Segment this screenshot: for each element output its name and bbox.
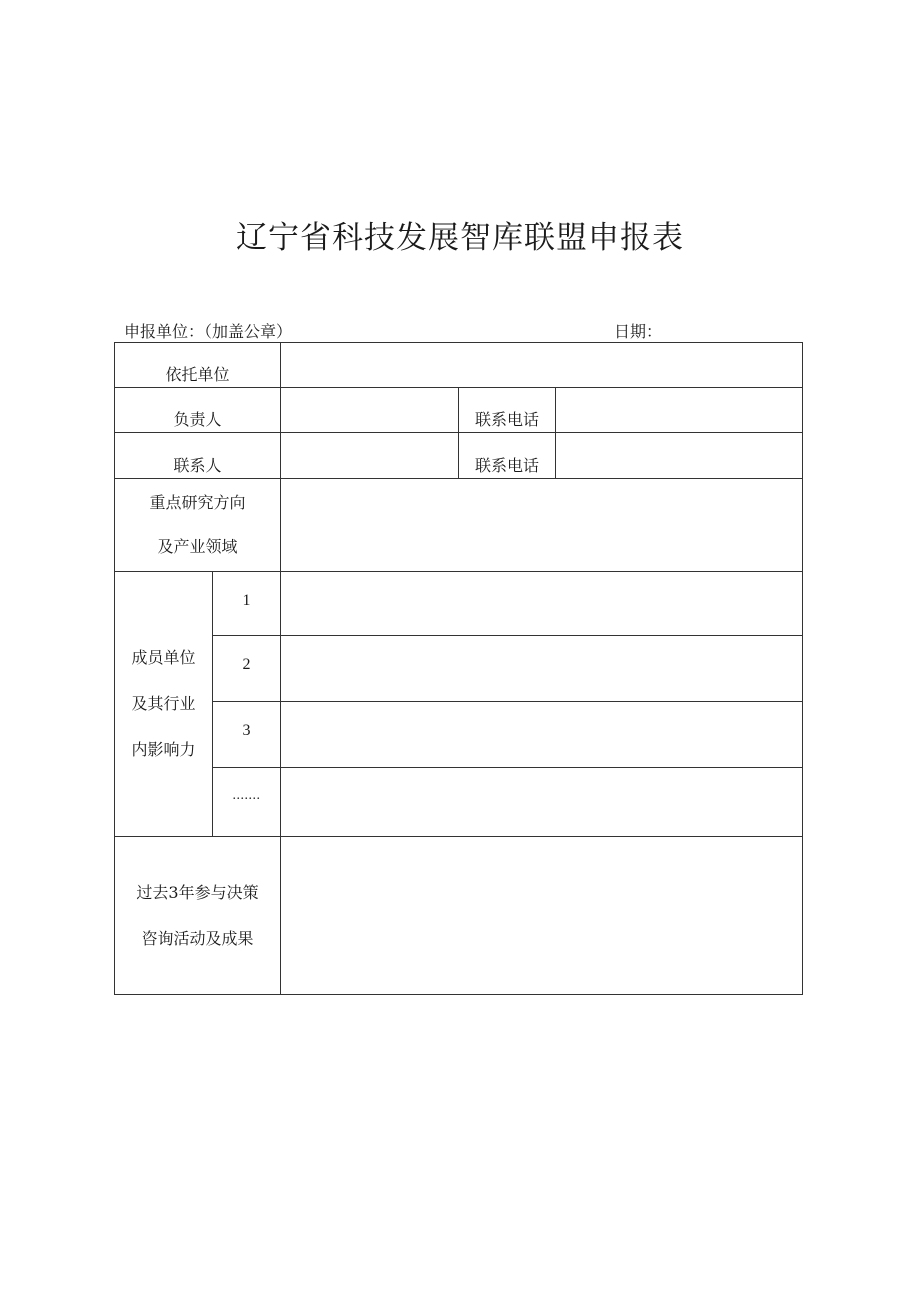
contact-phone-field[interactable]	[556, 433, 803, 479]
support-unit-field[interactable]	[281, 343, 803, 388]
research-focus-label: 重点研究方向 及产业领域	[115, 479, 281, 572]
applicant-unit-label: 申报单位：（加盖公章）	[124, 322, 293, 341]
member-more-ellipsis: .......	[213, 768, 281, 837]
past-activities-field[interactable]	[281, 837, 803, 995]
members-label: 成员单位 及其行业 内影响力	[115, 572, 213, 837]
member-field[interactable]	[281, 702, 803, 768]
leader-phone-label: 联系电话	[459, 388, 556, 433]
member-number: 2	[213, 636, 281, 702]
leader-field[interactable]	[281, 388, 459, 433]
row-member-more	[115, 768, 803, 837]
leader-phone-field[interactable]	[556, 388, 803, 433]
contact-phone-label: 联系电话	[459, 433, 556, 479]
research-focus-field[interactable]	[281, 479, 803, 572]
date-label: 日期：	[614, 322, 663, 341]
row-research-focus	[115, 479, 803, 572]
row-support-unit	[115, 343, 803, 388]
support-unit-label: 依托单位	[115, 343, 281, 388]
past-activities-label: 过去3年参与决策 咨询活动及成果	[115, 837, 281, 995]
member-field[interactable]	[281, 636, 803, 702]
row-leader	[115, 388, 803, 433]
contact-person-field[interactable]	[281, 433, 459, 479]
contact-person-label: 联系人	[115, 433, 281, 479]
row-past-activities	[115, 837, 803, 995]
member-field[interactable]	[281, 572, 803, 636]
row-member-3	[115, 702, 803, 768]
row-contact	[115, 433, 803, 479]
application-form-table	[114, 342, 803, 995]
page-title: 辽宁省科技发展智库联盟申报表	[236, 220, 684, 256]
member-number: 3	[213, 702, 281, 768]
member-number: 1	[213, 572, 281, 636]
row-member-2	[115, 636, 803, 702]
member-field[interactable]	[281, 768, 803, 837]
row-member-1	[115, 572, 803, 636]
leader-label: 负责人	[115, 388, 281, 433]
